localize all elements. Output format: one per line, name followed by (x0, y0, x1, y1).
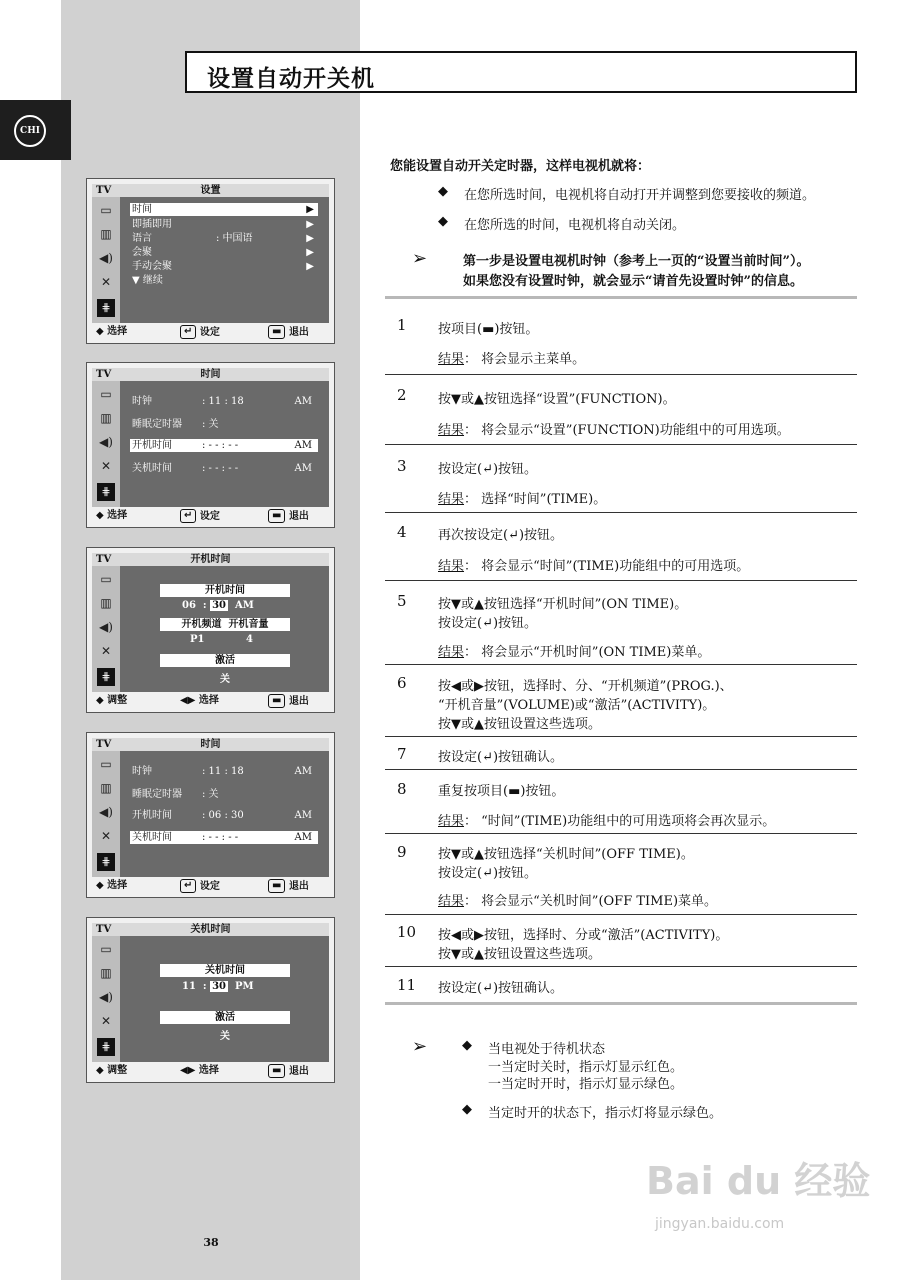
page-title-box (185, 51, 857, 93)
menu-row-on-time[interactable]: 开机时间 : 06 : 30 AM (132, 810, 312, 821)
menu-row-clock[interactable]: 时钟 : 11 : 18 AM (132, 396, 312, 407)
picture-icon: ▥ (100, 781, 112, 795)
step-result: 结果： “时间”(TIME)功能组中的可用选项将会再次显示。 (438, 814, 776, 829)
tv-label: TV (96, 924, 112, 935)
step-result: 结果： 将会显示“时间”(TIME)功能组中的可用选项。 (438, 559, 750, 574)
step-instruction: 按◀或▶按钮，选择时、分、“开机频道”(PROG.)、 (438, 679, 733, 694)
activity-label: 激活 (160, 654, 290, 667)
tv-sidebar (92, 751, 120, 877)
diamond-icon: ◆ (462, 1038, 472, 1053)
enter-key-icon: ↵ (180, 879, 196, 893)
divider (385, 664, 857, 665)
diamond-icon: ◆ (438, 184, 448, 199)
step-instruction: 按▼或▲按钮选择“设置”(FUNCTION)。 (438, 392, 676, 407)
on-time-value[interactable]: 06 : 30 AM (182, 600, 254, 611)
step-instruction: 按设定(↵)按钮确认。 (438, 750, 564, 765)
divider (385, 966, 857, 967)
note-arrow-icon: ➢ (412, 248, 428, 269)
menu-row-on-time[interactable]: 开机时间 : - - : - - AM (130, 439, 318, 452)
tv-menu-panel (120, 197, 329, 323)
divider (385, 444, 857, 445)
page-title: 设置自动开关机 (207, 65, 375, 92)
menu-key-icon: ▬ (268, 694, 285, 708)
tv-menu-time-2 (86, 732, 335, 898)
divider (385, 374, 857, 375)
tv-menu-panel (120, 936, 329, 1062)
step-number: 9 (397, 843, 407, 861)
function-icon: ⋕ (97, 483, 115, 501)
on-time-subtitle: 开机时间 (160, 584, 290, 597)
step-instruction: 按▼或▲按钮选择“开机时间”(ON TIME)。 (438, 597, 688, 612)
tv-sidebar (92, 936, 120, 1062)
menu-item-language[interactable]: 语言 : 中国语 ▶ (132, 233, 314, 244)
divider (385, 580, 857, 581)
tv-label: TV (96, 554, 112, 565)
menu-title: 关机时间 (190, 924, 231, 935)
step-instruction: 按◀或▶按钮，选择时、分或“激活”(ACTIVITY)。 (438, 928, 729, 943)
off-time-value[interactable]: 11 : 30 PM (182, 981, 254, 992)
step-instruction: 按▼或▲按钮选择“关机时间”(OFF TIME)。 (438, 847, 694, 862)
divider (385, 1002, 857, 1005)
menu-title: 设置 (200, 185, 221, 196)
step-number: 8 (397, 780, 407, 798)
step-number: 5 (397, 592, 407, 610)
watermark-url: jingyan.baidu.com (655, 1216, 785, 1232)
tv-menu-panel (120, 751, 329, 877)
tv-menu-footer: ◆ 选择 ↵ 设定 ▬ 退出 (96, 510, 309, 522)
language-tab (0, 100, 71, 160)
menu-item-convergence[interactable]: 会聚 ▶ (132, 247, 314, 258)
step-result: 结果： 将会显示“开机时间”(ON TIME)菜单。 (438, 645, 711, 660)
step-result: 结果： 选择“时间”(TIME)。 (438, 492, 607, 507)
function-icon: ⋕ (97, 668, 115, 686)
menu-row-off-time[interactable]: 关机时间 : - - : - - AM (132, 463, 312, 474)
satellite-icon: ✕ (100, 275, 112, 289)
antenna-icon: ▭ (100, 572, 112, 586)
step-number: 11 (397, 976, 417, 994)
diamond-icon: ◆ (462, 1102, 472, 1117)
note-sub: 一当定时开时，指示灯显示绿色。 (488, 1077, 684, 1092)
picture-icon: ▥ (100, 227, 112, 241)
function-icon: ⋕ (97, 299, 115, 317)
activity-value[interactable]: 关 (220, 1031, 230, 1042)
divider (385, 512, 857, 513)
tv-menu-footer: ◆ 调整 ◀▶ 选择 ▬ 退出 (96, 1065, 309, 1077)
tv-menu-panel (120, 566, 329, 692)
function-icon: ⋕ (97, 853, 115, 871)
language-tab-label: CHI (14, 115, 46, 147)
menu-item-more[interactable]: ▼ 继续 (132, 275, 163, 286)
tv-menu-setup (86, 178, 335, 344)
menu-title: 时间 (200, 739, 221, 750)
step-instruction: 按设定(↵)按钮。 (438, 616, 538, 631)
menu-row-clock[interactable]: 时钟 : 11 : 18 AM (132, 766, 312, 777)
antenna-icon: ▭ (100, 757, 112, 771)
tv-sidebar (92, 197, 120, 323)
picture-icon: ▥ (100, 596, 112, 610)
step-result: 结果： 将会显示“关机时间”(OFF TIME)菜单。 (438, 894, 718, 909)
sound-icon: ◀) (99, 990, 113, 1004)
activity-label: 激活 (160, 1011, 290, 1024)
tv-label: TV (96, 185, 112, 196)
step-number: 2 (397, 386, 407, 404)
antenna-icon: ▭ (100, 387, 112, 401)
sound-icon: ◀) (99, 805, 113, 819)
picture-icon: ▥ (100, 411, 112, 425)
step-number: 1 (397, 316, 407, 334)
menu-key-icon: ▬ (268, 1064, 285, 1078)
tv-label: TV (96, 739, 112, 750)
diamond-icon: ◆ (438, 214, 448, 229)
satellite-icon: ✕ (100, 644, 112, 658)
menu-item-plug-play[interactable]: 即插即用 ▶ (132, 219, 314, 230)
volume-value[interactable]: 4 (246, 634, 253, 645)
sound-icon: ◀) (99, 251, 113, 265)
step-instruction: 按设定(↵)按钮确认。 (438, 981, 564, 996)
satellite-icon: ✕ (100, 1014, 112, 1028)
menu-row-off-time[interactable]: 关机时间 : - - : - - AM (130, 831, 318, 844)
menu-key-icon: ▬ (268, 879, 285, 893)
tv-menu-on-time (86, 547, 335, 713)
step-instruction: 按▼或▲按钮设置这些选项。 (438, 717, 601, 732)
antenna-icon: ▭ (100, 203, 112, 217)
step-number: 10 (397, 923, 417, 941)
menu-title: 开机时间 (190, 554, 231, 565)
activity-value[interactable]: 关 (220, 674, 230, 685)
tv-menu-header (92, 184, 329, 197)
enter-key-icon: ↵ (180, 325, 196, 339)
watermark-logo: Bai du 经验 (646, 1159, 871, 1203)
prog-value[interactable]: P1 (190, 634, 205, 645)
tv-menu-header (92, 738, 329, 751)
step-instruction: 按项目(▬)按钮。 (438, 322, 539, 337)
tv-menu-header (92, 553, 329, 566)
step-number: 4 (397, 523, 407, 541)
divider (385, 736, 857, 737)
menu-item-manual-convergence[interactable]: 手动会聚 ▶ (132, 261, 314, 272)
tv-menu-header (92, 923, 329, 936)
divider (385, 833, 857, 834)
step-result: 结果： 将会显示“设置”(FUNCTION)功能组中的可用选项。 (438, 423, 790, 438)
prog-volume-header: 开机频道 开机音量 (160, 618, 290, 631)
step-instruction: “开机音量”(VOLUME)或“激活”(ACTIVITY)。 (438, 698, 716, 713)
tv-menu-footer: ◆ 选择 ↵ 设定 ▬ 退出 (96, 326, 309, 338)
tv-label: TV (96, 369, 112, 380)
tv-sidebar (92, 381, 120, 507)
menu-row-sleep-timer[interactable]: 睡眠定时器 : 关 (132, 789, 219, 800)
step-instruction: 再次按设定(↵)按钮。 (438, 528, 564, 543)
menu-title: 时间 (200, 369, 221, 380)
picture-icon: ▥ (100, 966, 112, 980)
tv-menu-panel (120, 381, 329, 507)
antenna-icon: ▭ (100, 942, 112, 956)
step-instruction: 按设定(↵)按钮。 (438, 866, 538, 881)
sound-icon: ◀) (99, 620, 113, 634)
satellite-icon: ✕ (100, 829, 112, 843)
satellite-icon: ✕ (100, 459, 112, 473)
note-line: 第一步是设置电视机时钟（参考上一页的“设置当前时间”）。 (463, 254, 810, 269)
tv-menu-off-time (86, 917, 335, 1083)
intro-lead: 您能设置自动开关定时器，这样电视机就将： (390, 159, 651, 174)
divider (385, 296, 857, 299)
enter-key-icon: ↵ (180, 509, 196, 523)
tv-menu-footer: ◆ 调整 ◀▶ 选择 ▬ 退出 (96, 695, 309, 707)
menu-key-icon: ▬ (268, 509, 285, 523)
step-number: 6 (397, 674, 407, 692)
menu-key-icon: ▬ (268, 325, 285, 339)
step-instruction: 按设定(↵)按钮。 (438, 462, 538, 477)
function-icon: ⋕ (97, 1038, 115, 1056)
step-result: 结果： 将会显示主菜单。 (438, 352, 586, 367)
note-line: 如果您没有设置时钟，就会显示“请首先设置时钟”的信息。 (463, 274, 803, 289)
tv-menu-header (92, 368, 329, 381)
tv-menu-time (86, 362, 335, 528)
note-sub: 一当定时关时，指示灯显示红色。 (488, 1060, 684, 1075)
note-arrow-icon: ➢ (412, 1036, 428, 1057)
sound-icon: ◀) (99, 435, 113, 449)
menu-row-sleep-timer[interactable]: 睡眠定时器 : 关 (132, 419, 219, 430)
off-time-subtitle: 关机时间 (160, 964, 290, 977)
tv-sidebar (92, 566, 120, 692)
step-number: 7 (397, 745, 407, 763)
divider (385, 914, 857, 915)
step-instruction: 重复按项目(▬)按钮。 (438, 784, 565, 799)
step-instruction: 按▼或▲按钮设置这些选项。 (438, 947, 601, 962)
divider (385, 769, 857, 770)
menu-item-time[interactable]: 时间 ▶ (130, 203, 318, 216)
tv-menu-footer: ◆ 选择 ↵ 设定 ▬ 退出 (96, 880, 309, 892)
page-number: 38 (203, 1236, 219, 1249)
step-number: 3 (397, 457, 407, 475)
